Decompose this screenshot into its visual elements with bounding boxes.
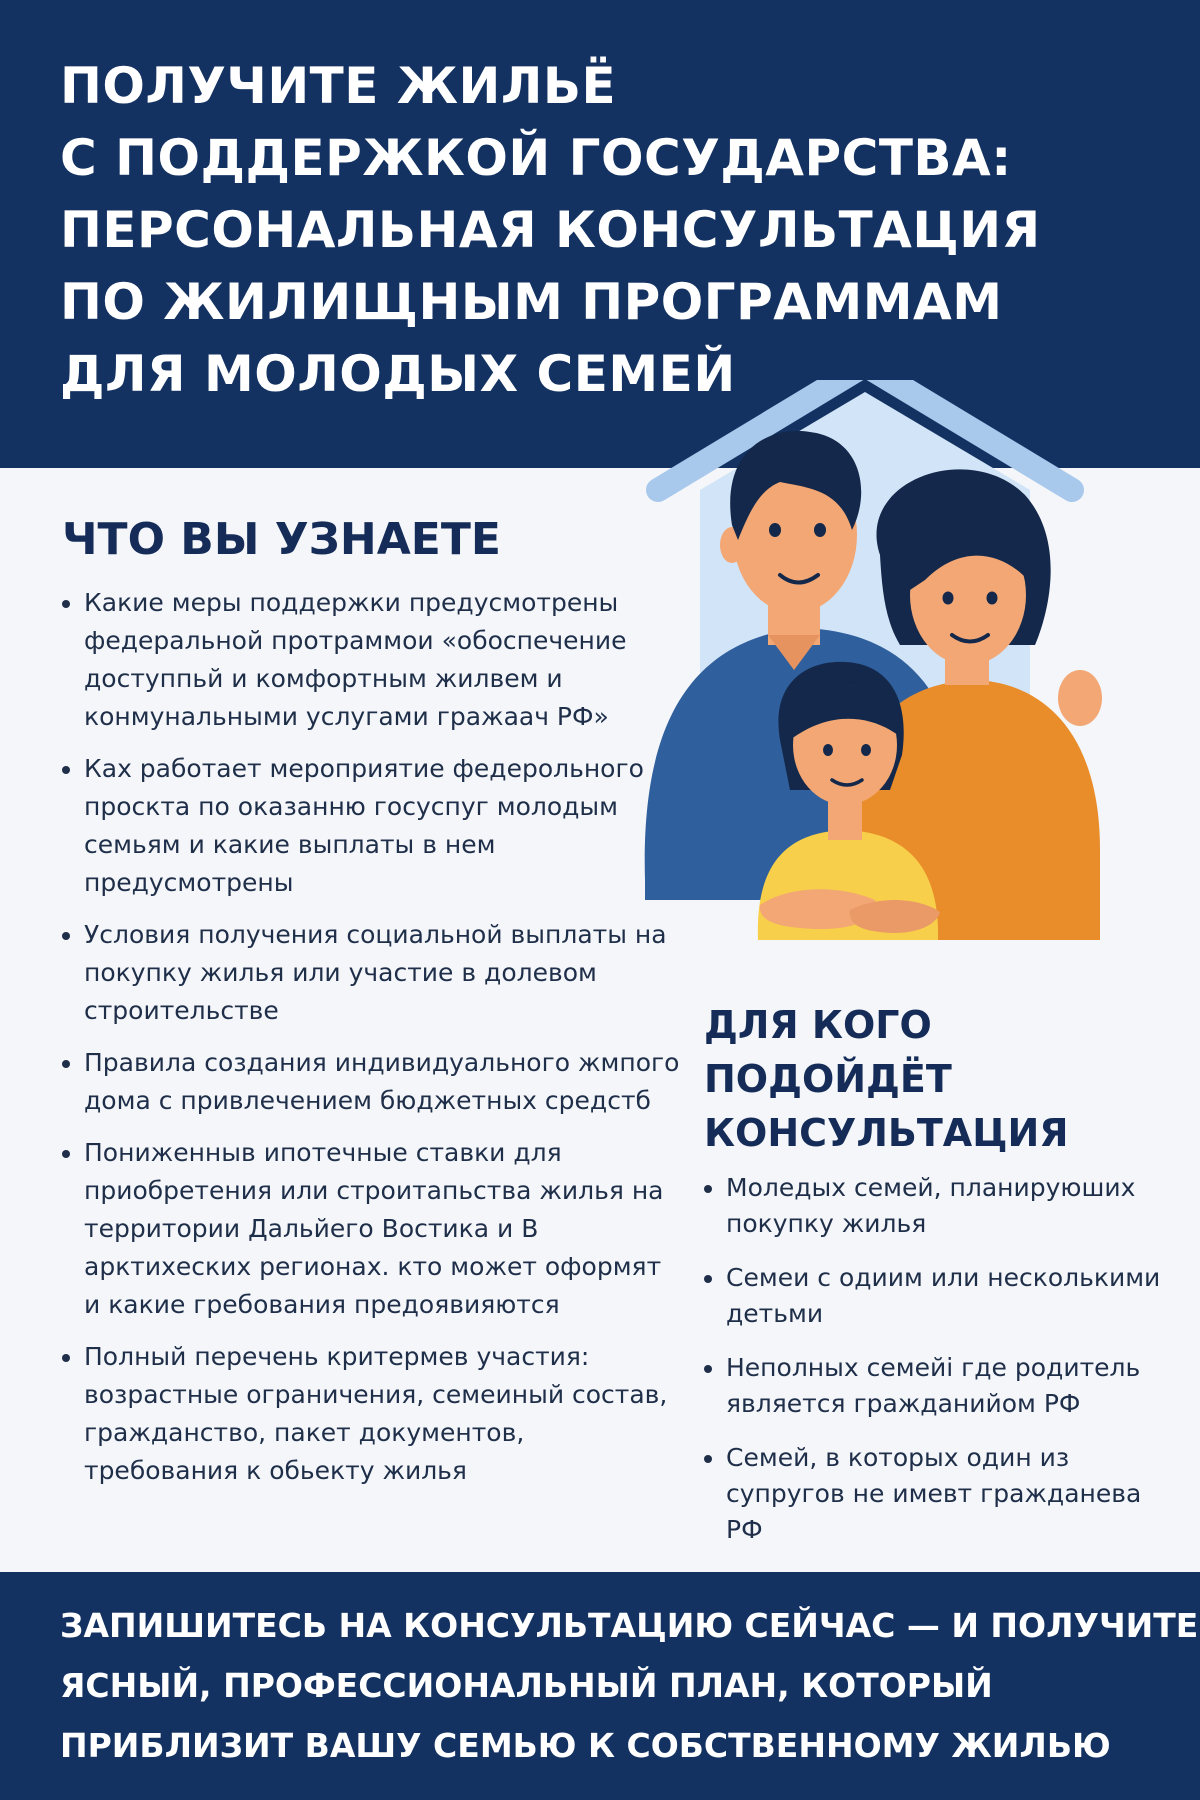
title-line: ДЛЯ МОЛОДЫХ СЕМЕЙ bbox=[60, 345, 736, 403]
family-house-illustration bbox=[640, 380, 1200, 980]
list-item: Пониженныв ипотечные ставки для приобретения или строитапьства жилья на территории Дальйего Востика и В арктихеских регионах. кто может оформят и какие гребования предоявияются bbox=[60, 1134, 680, 1324]
audience-heading bbox=[704, 998, 1069, 1160]
page-title bbox=[60, 50, 1170, 410]
title-line: ПОЛУЧИТЕ ЖИЛЬЁ bbox=[60, 57, 617, 115]
learn-list bbox=[60, 584, 680, 1504]
list-item: Неполных семейі где родитель является гражданийом РФ bbox=[702, 1350, 1162, 1422]
list-item: Семеи с одиим или несколькими детьми bbox=[702, 1260, 1162, 1332]
list-item: Условия получения социальной выплаты на покупку жилья или участие в долевом строительстве bbox=[60, 916, 680, 1030]
list-item: Ках работает мероприятие федерольного проскта по оказанню госуспуг молодым семьям и какие выплаты в нем предусмотрены bbox=[60, 750, 680, 902]
learn-heading: ЧТО ВЫ УЗНАЕТЕ bbox=[62, 514, 501, 565]
list-item: Моледых семей, планируюших покупку жилья bbox=[702, 1170, 1162, 1242]
list-item: Правила создания индивидуального жмпого дома с привлечением бюджетных средстб bbox=[60, 1044, 680, 1120]
list-item: Полный перечень критермев участия: возрастные ограничения, семеиный состав, гражданство, пакет документов, требования к обьекту жилья bbox=[60, 1338, 680, 1490]
cta-line: ЯСНЫЙ, ПРОФЕССИОНАЛЬНЫЙ ПЛАН, КОТОРЫЙ bbox=[60, 1666, 993, 1705]
list-item: Какие меры поддержки предусмотрены федеральной протраммои «обоспечение доступпьй и комфортным жилвем и конмунальными услугами гражаач РФ» bbox=[60, 584, 680, 736]
call-to-action bbox=[60, 1596, 1199, 1776]
audience-heading-line: ДЛЯ КОГО bbox=[704, 1003, 932, 1047]
audience-list bbox=[702, 1170, 1162, 1566]
audience-heading-line: КОНСУЛЬТАЦИЯ bbox=[704, 1111, 1069, 1155]
audience-heading-line: ПОДОЙДЁТ bbox=[704, 1057, 952, 1101]
cta-line: ЗАПИШИТЕСЬ НА КОНСУЛЬТАЦИЮ СЕЙЧАС — И ПОЛУЧИТЕ bbox=[60, 1606, 1199, 1645]
title-line: С ПОДДЕРЖКОЙ ГОСУДАРСТВА: bbox=[60, 129, 1012, 187]
title-line: ПЕРСОНАЛЬНАЯ КОНСУЛЬТАЦИЯ bbox=[60, 201, 1041, 259]
title-line: ПО ЖИЛИЩНЫМ ПРОГРАММАМ bbox=[60, 273, 1003, 331]
list-item: Семей, в которых один из супругов не имевт гражданева РФ bbox=[702, 1440, 1162, 1548]
cta-line: ПРИБЛИЗИТ ВАШУ СЕМЬЮ К СОБСТВЕННОМУ ЖИЛЬЮ bbox=[60, 1726, 1111, 1765]
footer-banner bbox=[0, 1572, 1200, 1800]
